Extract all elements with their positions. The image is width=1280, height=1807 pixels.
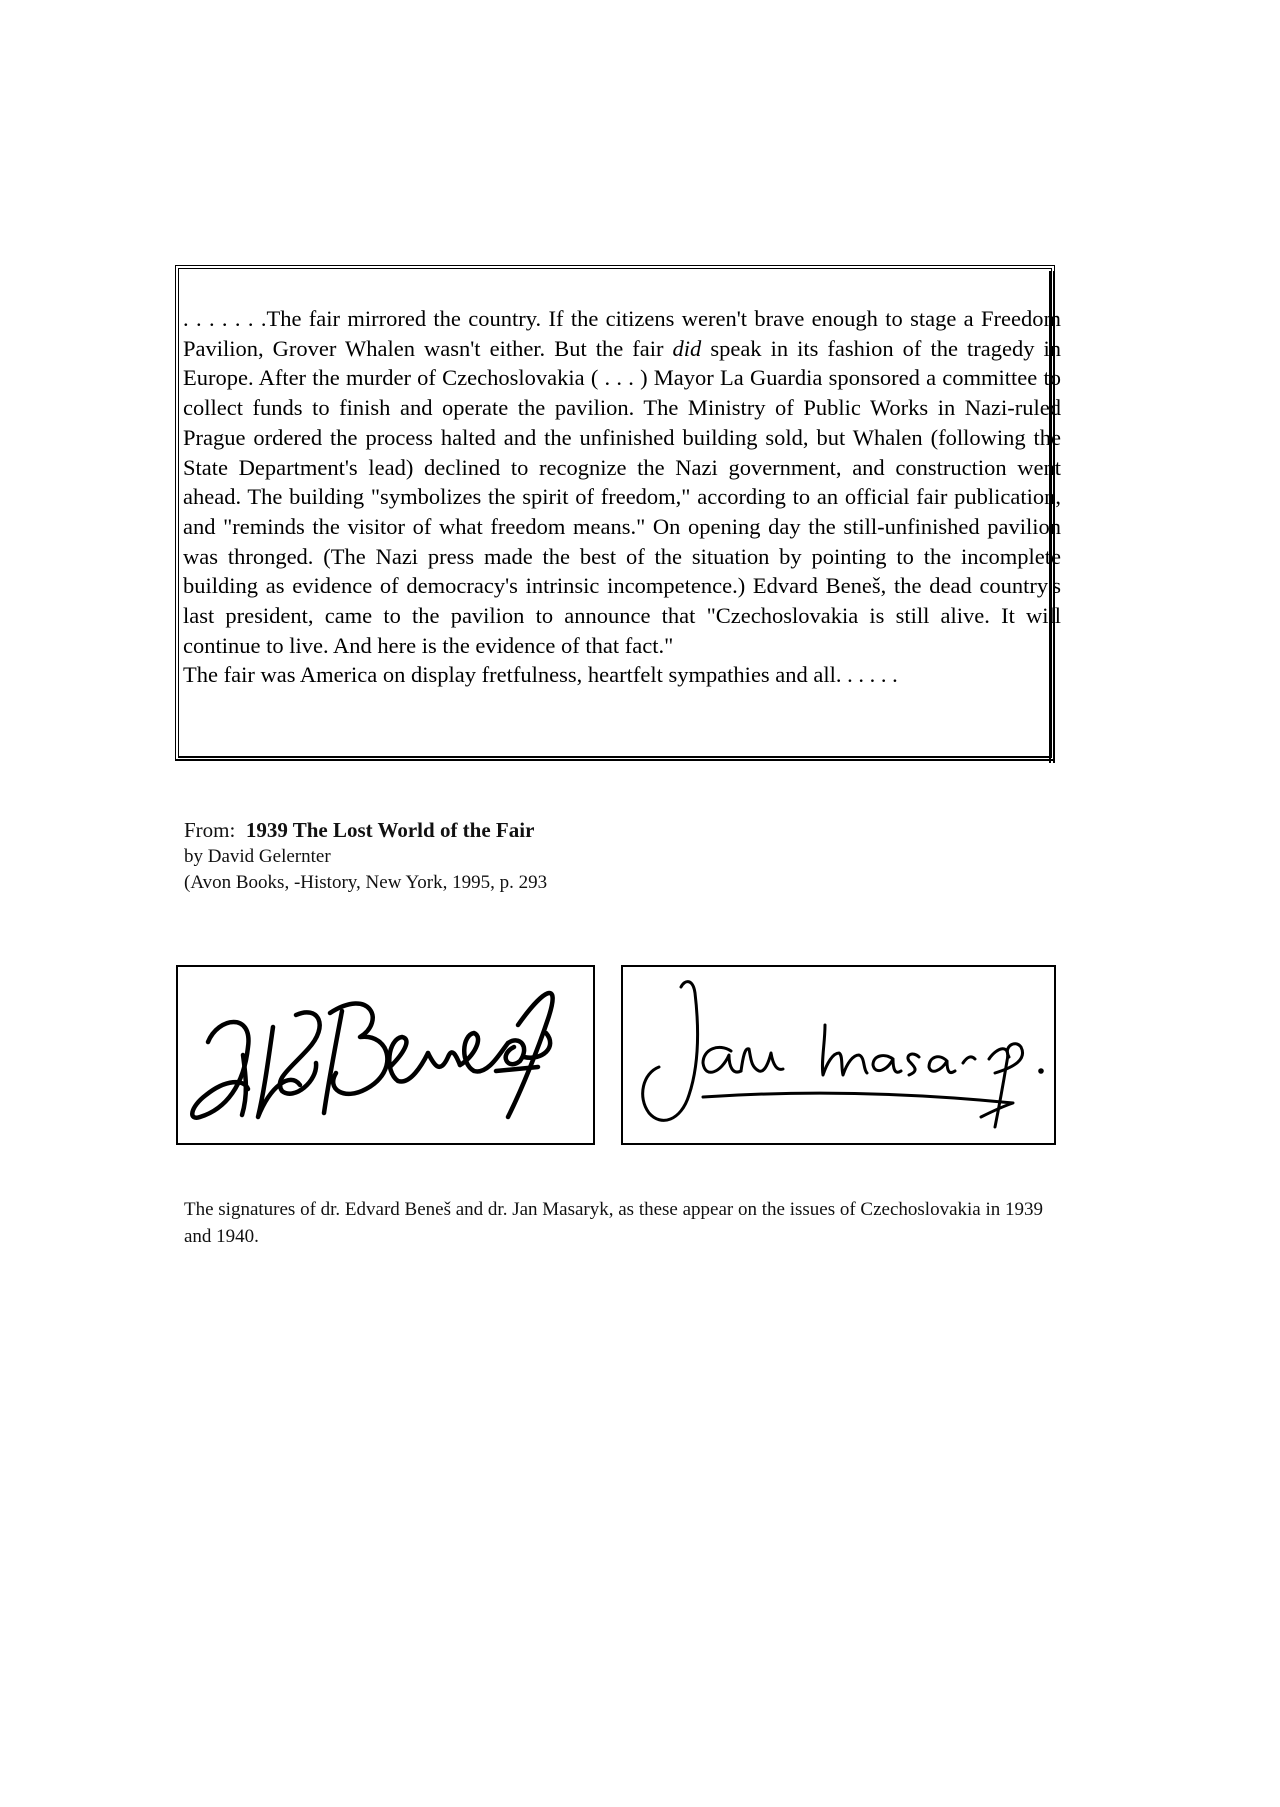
quote-box-edge [1049, 271, 1055, 763]
benes-signature-box [176, 965, 595, 1145]
signatures-caption: The signatures of dr. Edvard Beneš and dr. Jan Masaryk, as these appear on the issues of Czechoslovakia in 1939 and 1940. [184, 1199, 1043, 1247]
source-publisher: (Avon Books, -History, New York, 1995, p. 293 [184, 872, 548, 893]
masaryk-signature-box [621, 965, 1056, 1145]
quote-box [175, 265, 1061, 761]
quote-emphasis: did [672, 335, 702, 361]
source-from-line [184, 816, 547, 844]
masaryk-signature-image [623, 967, 1053, 1142]
source-citation [184, 816, 547, 896]
quote-text [183, 304, 1061, 690]
quote-text-part: . . . . . . .The fair mirrored the country. If the citizens weren't brave enough to stage a Freedom Pavilion, Grover Whalen wasn't either. But the fair [183, 306, 1061, 361]
quote-paragraph-1 [183, 304, 1061, 660]
benes-signature-image [178, 967, 592, 1142]
source-from-label: From: [184, 818, 236, 842]
source-author: by David Gelernter [184, 846, 331, 867]
quote-paragraph-2: The fair was America on display fretfulness, heartfelt sympathies and all. . . . . . [183, 662, 898, 688]
book-title: 1939 The Lost World of the Fair [245, 818, 535, 842]
quote-text-part: speak in its fashion of the tragedy in Europe. After the murder of Czechoslovakia ( . . . ) Mayor La Guardia sponsored a committee to collect funds to finish and operate the pavilion. The Ministry of Public Works in Nazi-ruled Prague ordered the process halted and the unfinished building sold, but Whalen (following the State Department's lead) declined to recognize the Nazi government, and construction went ahead. The building "symbolizes the spirit of freedom," according to an official fair publication, and "reminds the visitor of what freedom means." On opening day the still-unfinished pavilion was thronged. (The Nazi press made the best of the situation by pointing to the incomplete building as evidence of democracy's intrinsic incompetence.) Edvard Beneš, the dead country's last president, came to the pavilion to announce that "Czechoslovakia is still alive. It will continue to live. And here is the evidence of that fact." [183, 335, 1061, 658]
